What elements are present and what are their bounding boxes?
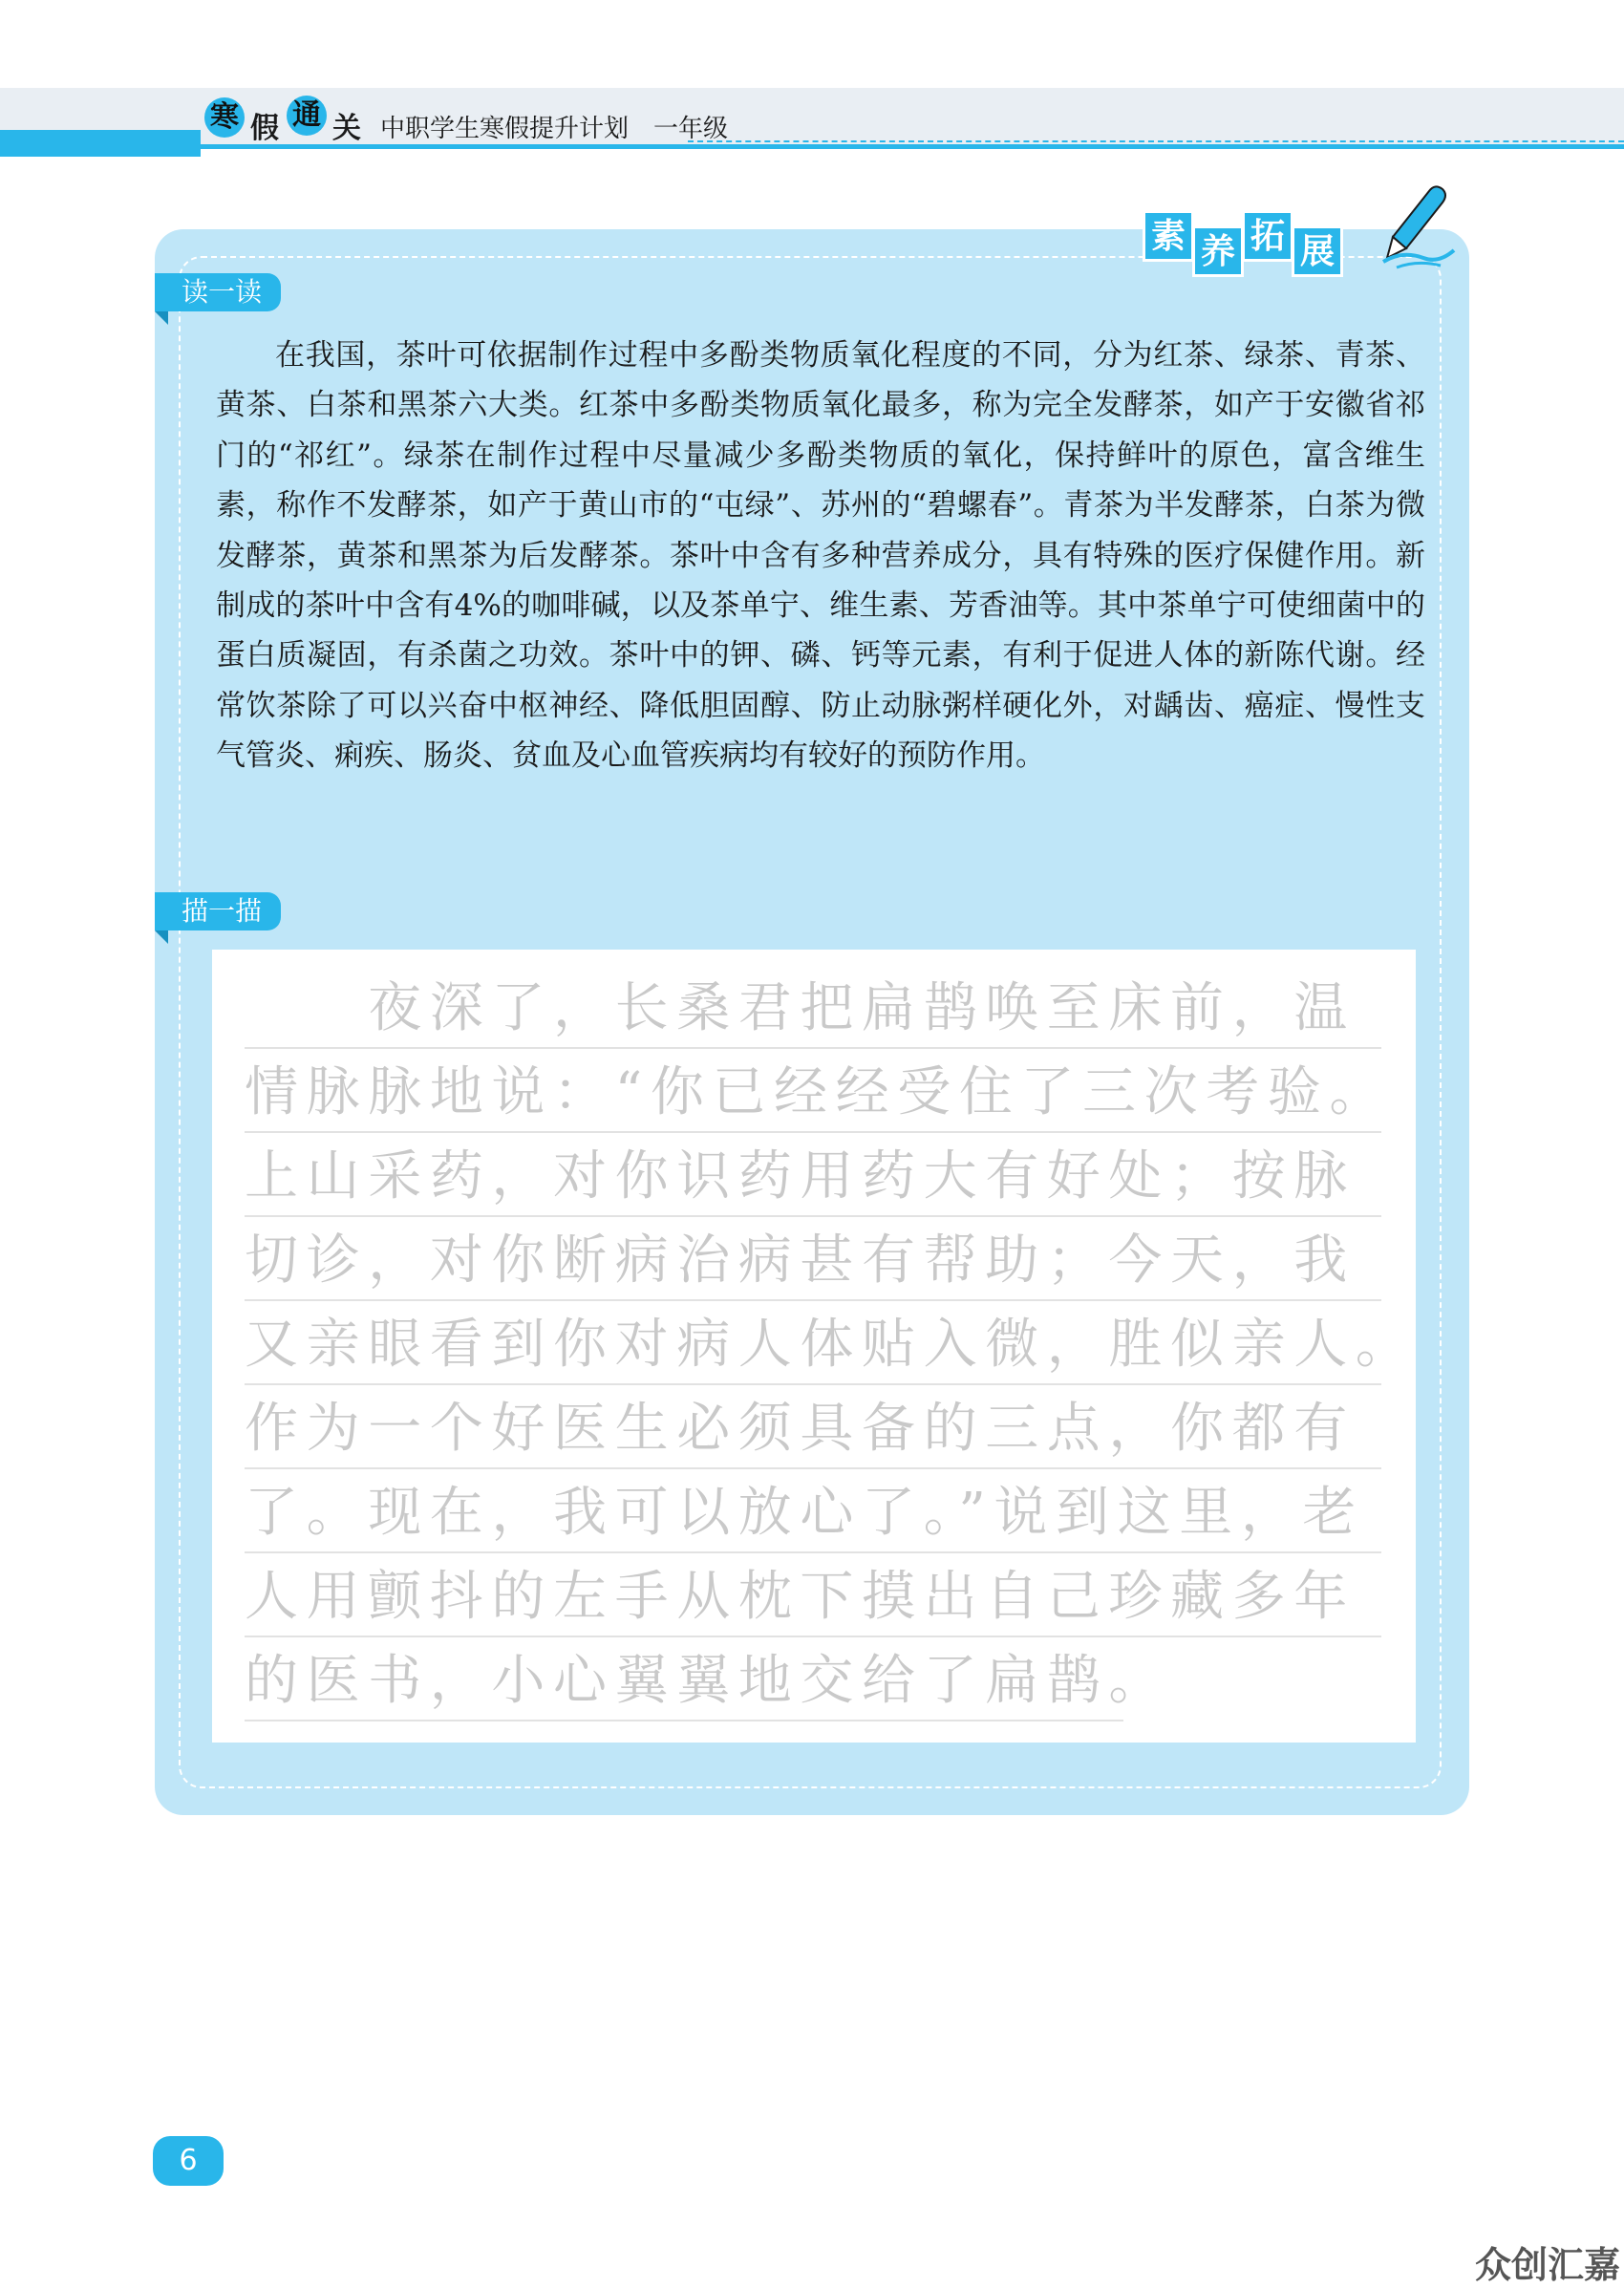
tracing-line: 又亲眼看到你对病人体贴入微，胜似亲人。	[245, 1307, 1381, 1385]
tracing-line: 情脉脉地说：“你已经经受住了三次考验。	[245, 1055, 1381, 1133]
tracing-line: 人用颤抖的左手从枕下摸出自己珍藏多年	[245, 1559, 1381, 1637]
tracing-line: 了。现在，我可以放心了。”说到这里，老	[245, 1475, 1381, 1553]
header-line	[196, 144, 1624, 149]
page-number: 6	[153, 2136, 224, 2186]
logo-char-4: 关	[332, 112, 361, 145]
reading-label: 读一读	[155, 273, 281, 311]
tag-char-3: 拓	[1242, 210, 1293, 262]
tracing-line: 切诊，对你断病治病甚有帮助；今天，我	[245, 1223, 1381, 1301]
pen-icon	[1355, 178, 1460, 273]
header-accent-bar	[0, 130, 201, 157]
tag-char-2: 养	[1192, 225, 1244, 277]
watermark: 众创汇嘉	[1475, 2244, 1621, 2286]
tag-char-4: 展	[1292, 225, 1343, 277]
tracing-line: 作为一个好医生必须具备的三点，你都有	[245, 1391, 1381, 1469]
tag-char-1: 素	[1143, 210, 1194, 262]
logo-char-3: 通	[287, 96, 327, 136]
tracing-line: 夜深了，长桑君把扁鹊唤至床前，温	[245, 971, 1381, 1049]
tracing-line: 上山采药，对你识药用药大有好处；按脉	[245, 1139, 1381, 1217]
header-title: 中职学生寒假提升计划 一年级	[380, 115, 729, 143]
reading-passage: 在我国，茶叶可依据制作过程中多酚类物质氧化程度的不同，分为红茶、绿茶、青茶、黄茶、白茶和黑茶六大类。红茶中多酚类物质氧化最多，称为完全发酵茶，如产于安徽省祁门的“祁红”。绿茶在制作过程中尽量减少多酚类物质的氧化，保持鲜叶的原色，富含维生素，称作不发酵茶，如产于黄山市的“屯绿”、苏州的“碧螺春”。青茶为半发酵茶，白茶为微发酵茶，黄茶和黑茶为后发酵茶。茶叶中含有多种营养成分，具有特殊的医疗保健作用。新制成的茶叶中含有4%的咖啡碱，以及茶单宁、维生素、芳香油等。其中茶单宁可使细菌中的蛋白质凝固，有杀菌之功效。茶叶中的钾、磷、钙等元素，有利于促进人体的新陈代谢。经常饮茶除了可以兴奋中枢神经、降低胆固醇、防止动脉粥样硬化外，对龋齿、癌症、慢性支气管炎、痢疾、肠炎、贫血及心血管疾病均有较好的预防作用。	[216, 338, 1425, 774]
header-dashed-line	[688, 140, 1624, 142]
tracing-label: 描一描	[155, 892, 281, 930]
tracing-line: 的医书，小心翼翼地交给了扁鹊。	[245, 1643, 1123, 1721]
series-logo	[203, 96, 370, 153]
logo-char-1: 寒	[204, 97, 245, 138]
logo-char-2: 假	[250, 112, 279, 145]
